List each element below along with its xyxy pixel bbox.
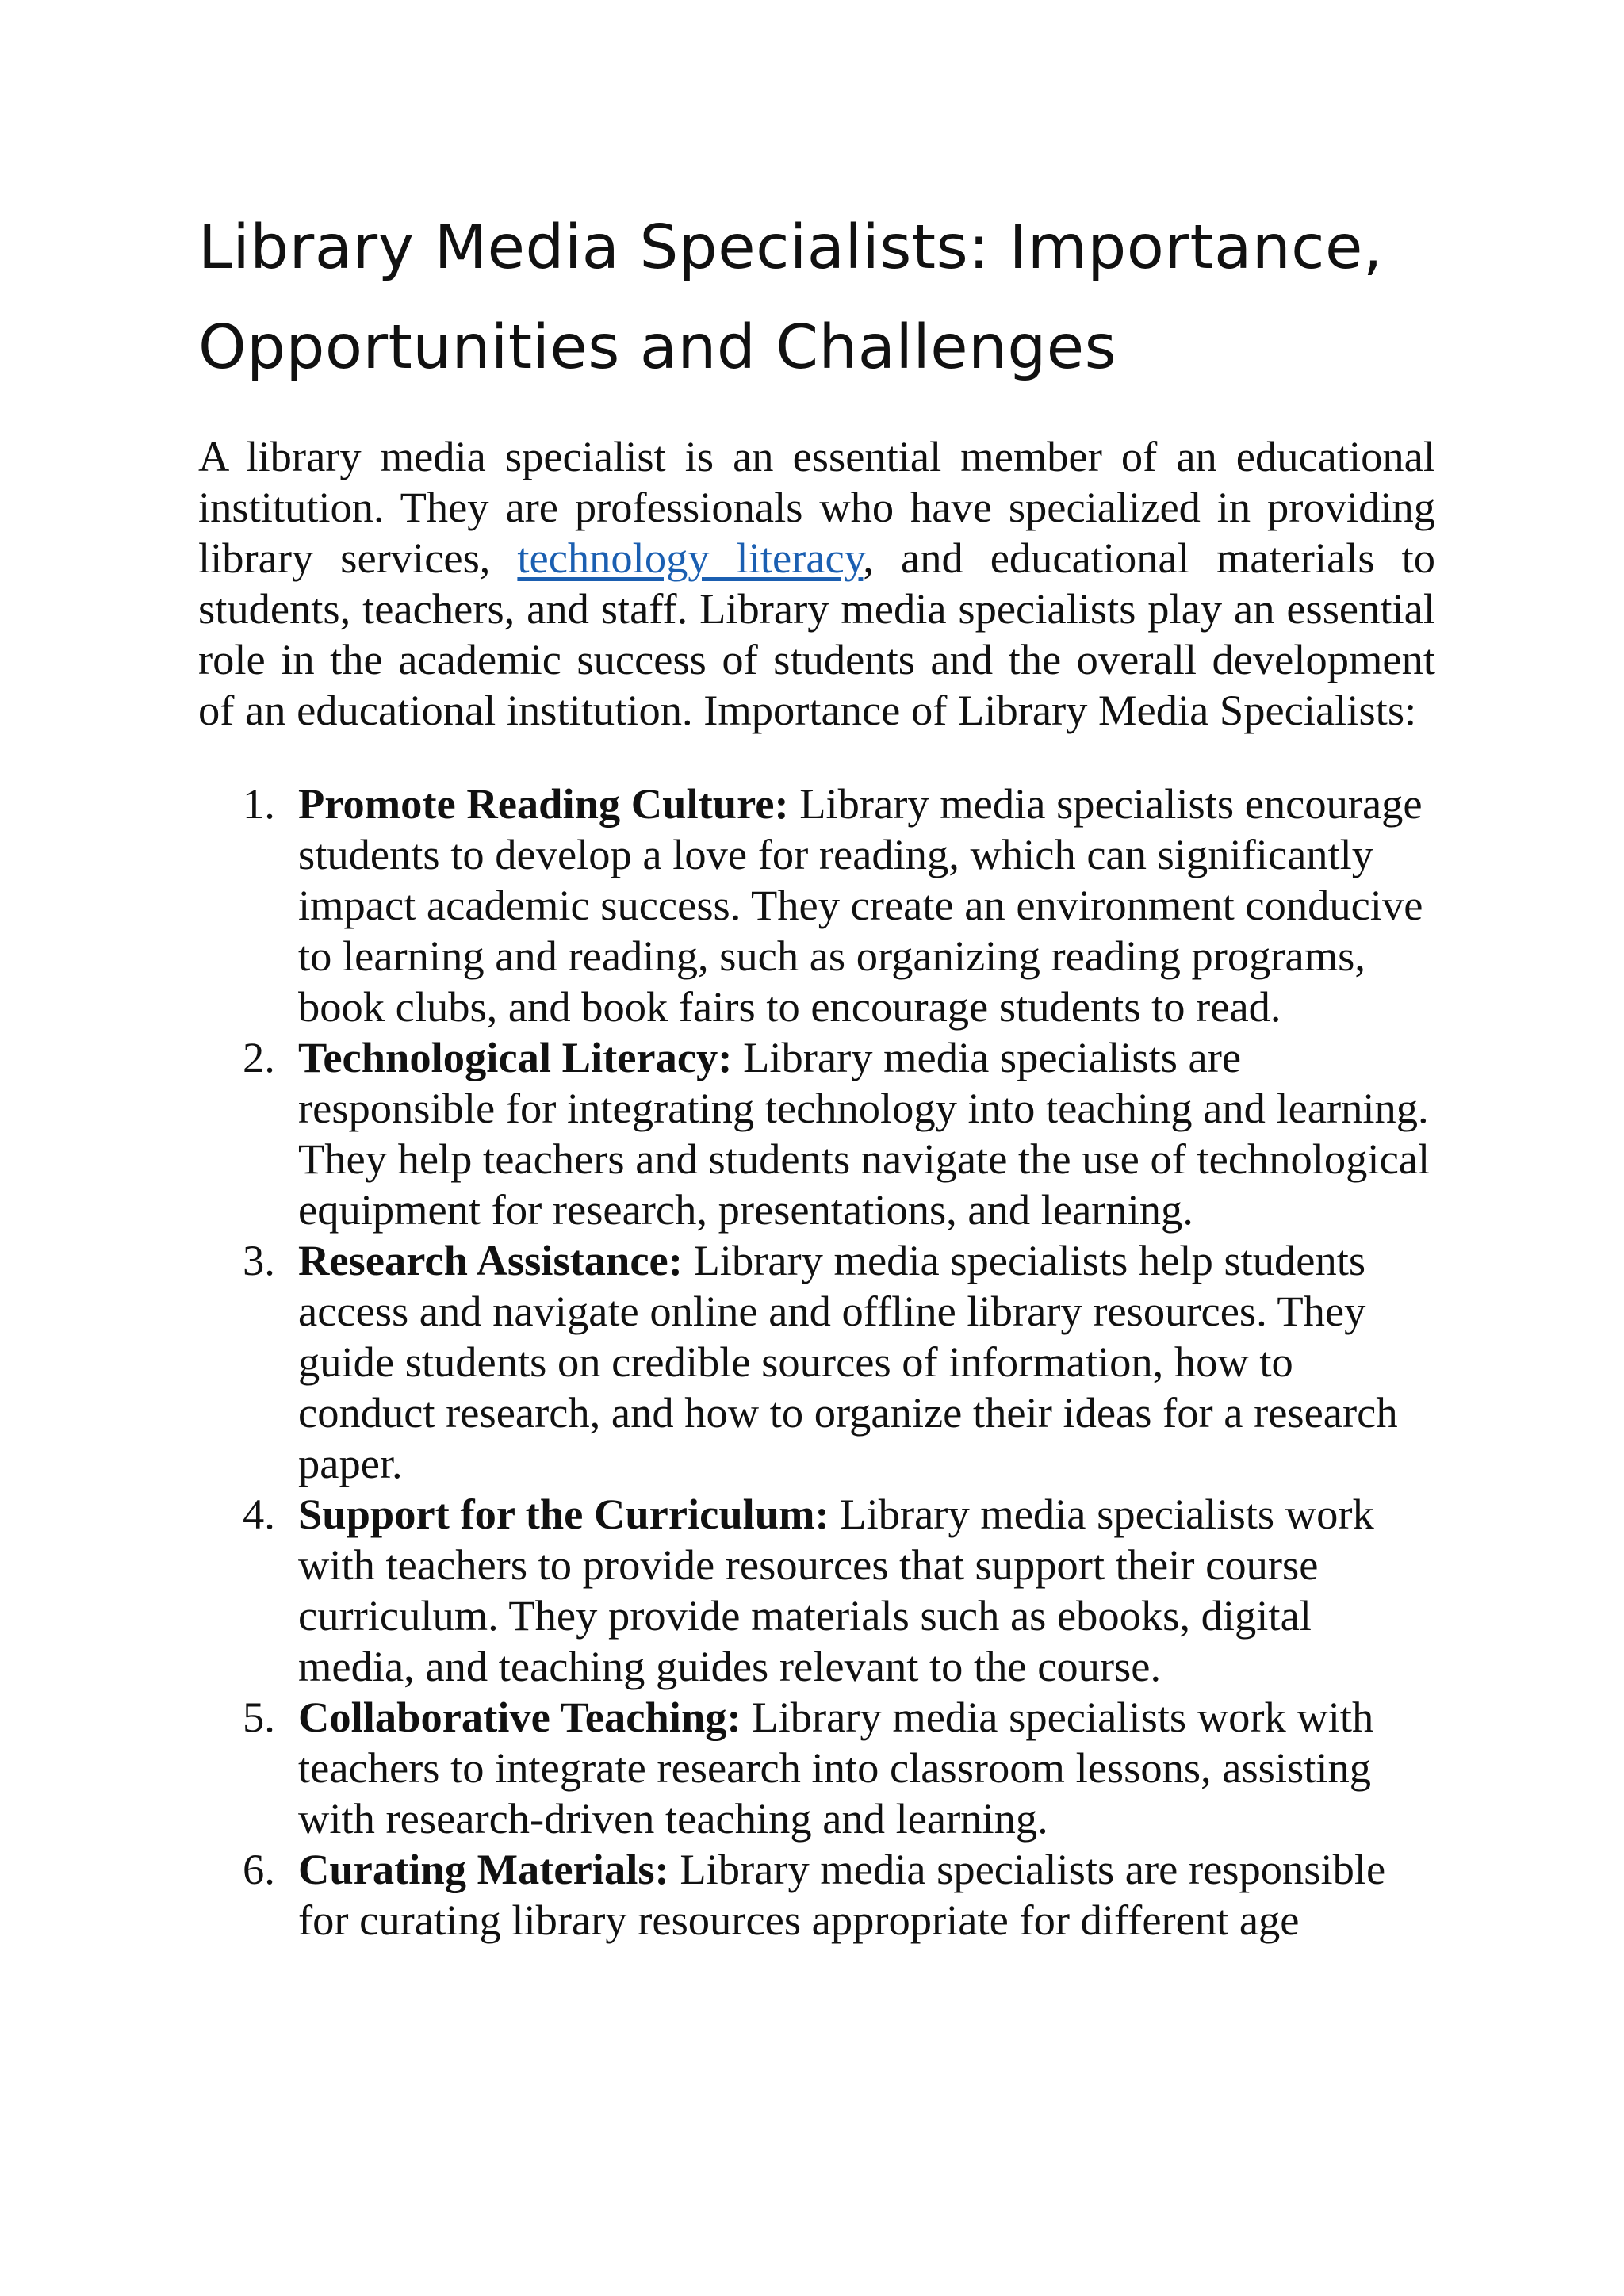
- list-item: [198, 1692, 1435, 1844]
- list-item-heading: Technological Literacy:: [298, 1033, 733, 1081]
- list-item: [198, 1032, 1435, 1235]
- list-item-text: Library media specialists encourage students to develop a love for reading, which can significantly impact academic success. They create an environment conducive to learning and reading, such as organizing reading programs, book clubs, and book fairs to encourage students to read.: [298, 779, 1423, 1031]
- list-item: [198, 1489, 1435, 1692]
- list-item-number: 1.: [243, 779, 275, 828]
- list-item: [198, 1235, 1435, 1489]
- list-item-number: 4.: [243, 1490, 275, 1538]
- list-item-text: Library media specialists help students access and navigate online and offline library resources. They guide students on credible sources of information, how to conduct research, and how to organize their ideas for a research paper.: [298, 1236, 1398, 1487]
- list-item-number: 3.: [243, 1236, 275, 1284]
- page-title: [198, 198, 1435, 398]
- intro-text-end: , and educational materials to students, teachers, and staff. Library media specialists play an essential role in the academic success of students and the overall development of an educational institution. Importance of Library Media Specialists:: [198, 534, 1435, 734]
- list-item-number: 2.: [243, 1033, 275, 1081]
- list-item-heading: Support for the Curriculum:: [298, 1490, 829, 1538]
- list-item-heading: Promote Reading Culture:: [298, 779, 789, 828]
- title-line-1: Library Media Specialists: Importance,: [198, 212, 1383, 283]
- document-content: [198, 198, 1435, 1946]
- list-item-number: 5.: [243, 1693, 275, 1741]
- list-item-heading: Curating Materials:: [298, 1845, 669, 1893]
- intro-paragraph: [198, 431, 1435, 736]
- list-item-text: Library media specialists work with teachers to integrate research into classroom lessons, assisting with research-driven teaching and learning.: [298, 1693, 1374, 1843]
- list-item: [198, 1844, 1435, 1946]
- list-item-heading: Collaborative Teaching:: [298, 1693, 741, 1741]
- intro-text-start: A library media specialist is an essential member of an educational institution. They are professionals who have specialized in providing library services,: [198, 432, 1435, 582]
- list-item: [198, 779, 1435, 1032]
- importance-list: [198, 779, 1435, 1946]
- technology-literacy-link[interactable]: technology literacy: [517, 534, 864, 582]
- list-item-text: Library media specialists work with teachers to provide resources that support their course curriculum. They provide materials such as ebooks, digital media, and teaching guides relevant to the course.: [298, 1490, 1374, 1690]
- list-item-heading: Research Assistance:: [298, 1236, 683, 1284]
- list-item-number: 6.: [243, 1845, 275, 1893]
- list-item-text: Library media specialists are responsible for curating library resources appropriate for different age: [298, 1845, 1386, 1944]
- title-line-2: Opportunities and Challenges: [198, 312, 1117, 383]
- list-item-text: Library media specialists are responsible for integrating technology into teaching and learning. They help teachers and students navigate the use of technological equipment for research, presentations, and learning.: [298, 1033, 1431, 1234]
